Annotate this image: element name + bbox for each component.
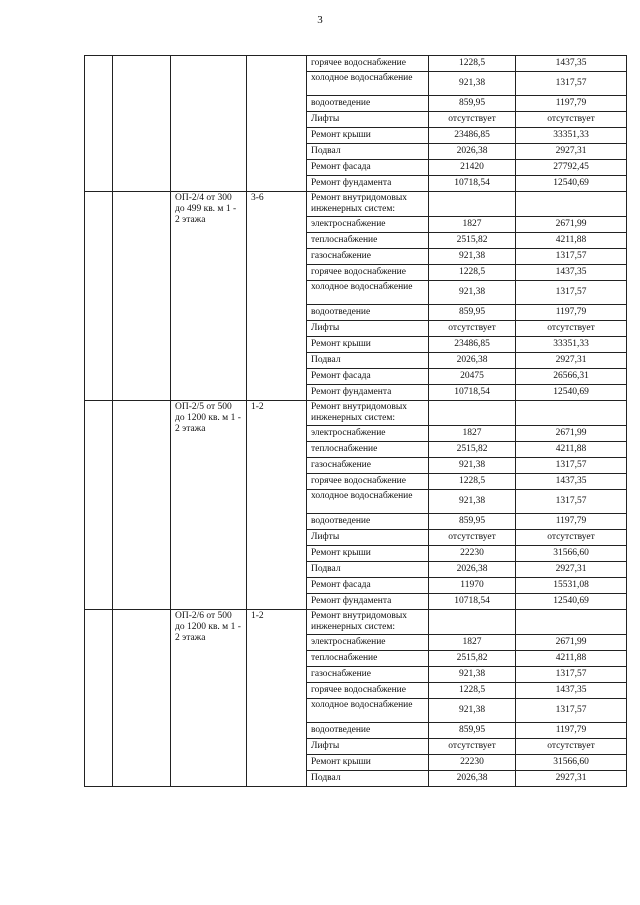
work-type-cell: Ремонт внутридомовых инженерных систем: [307,192,429,217]
cost-value-1: 2026,38 [429,562,516,578]
work-type-cell: теплоснабжение [307,651,429,667]
work-type-cell: Ремонт крыши [307,546,429,562]
work-type-cell: Подвал [307,353,429,369]
cost-value-2: 1317,57 [516,249,627,265]
work-type-cell: Ремонт фундамента [307,385,429,401]
floors-cell: 1-2 [247,610,307,787]
blank-cell-2 [113,56,171,192]
blank-cell-1 [85,56,113,192]
cost-value-1: 1228,5 [429,474,516,490]
cost-value-2: 2927,31 [516,353,627,369]
work-type-cell: холодное водоснабжение [307,699,429,723]
cost-value-2: 2927,31 [516,562,627,578]
cost-value-1: 10718,54 [429,176,516,192]
work-type-cell: Лифты [307,112,429,128]
work-type-cell: холодное водоснабжение [307,72,429,96]
cost-value-1: 1827 [429,426,516,442]
cost-value-2: 1317,57 [516,667,627,683]
cost-value-1: 20475 [429,369,516,385]
cost-value-2: 26566,31 [516,369,627,385]
cost-value-1: 2515,82 [429,442,516,458]
cost-value-2: 1197,79 [516,96,627,112]
object-code-cell: ОП-2/6 от 500 до 1200 кв. м 1 - 2 этажа [171,610,247,787]
cost-value-2: 12540,69 [516,385,627,401]
cost-value-2: 1317,57 [516,72,627,96]
work-type-cell: водоотведение [307,96,429,112]
work-type-cell: электроснабжение [307,217,429,233]
cost-value-2: 1317,57 [516,281,627,305]
cost-value-1: 1228,5 [429,683,516,699]
cost-value-1: 22230 [429,546,516,562]
work-type-cell: газоснабжение [307,249,429,265]
table-row [85,401,627,426]
table-row [85,192,627,217]
work-type-cell: Ремонт фасада [307,578,429,594]
cost-value-2: 1317,57 [516,490,627,514]
cost-value-2: 12540,69 [516,594,627,610]
work-type-cell: горячее водоснабжение [307,683,429,699]
cost-value-2: 2671,99 [516,635,627,651]
cost-value-2: отсутствует [516,112,627,128]
cost-value-2: 33351,33 [516,128,627,144]
cost-value-1: 921,38 [429,281,516,305]
work-type-cell: горячее водоснабжение [307,265,429,281]
cost-table [84,55,627,787]
cost-value-1: 1827 [429,635,516,651]
cost-value-2: 1197,79 [516,723,627,739]
cost-value-1: отсутствует [429,739,516,755]
cost-value-1: 921,38 [429,72,516,96]
work-type-cell: Ремонт фундамента [307,594,429,610]
cost-value-2: 27792,45 [516,160,627,176]
cost-value-2: 1437,35 [516,265,627,281]
floors-cell: 1-2 [247,401,307,610]
table-row [85,56,627,72]
cost-value-2 [516,610,627,635]
work-type-cell: водоотведение [307,723,429,739]
cost-value-1: 21420 [429,160,516,176]
cost-value-1: 859,95 [429,723,516,739]
work-type-cell: Ремонт внутридомовых инженерных систем: [307,610,429,635]
cost-value-1 [429,610,516,635]
cost-value-2 [516,401,627,426]
cost-value-2: 1197,79 [516,305,627,321]
blank-cell-2 [113,192,171,401]
cost-value-1: 2026,38 [429,353,516,369]
cost-value-2: 1437,35 [516,683,627,699]
cost-value-2: 1317,57 [516,458,627,474]
cost-value-2: 1197,79 [516,514,627,530]
work-type-cell: водоотведение [307,514,429,530]
work-type-cell: Ремонт внутридомовых инженерных систем: [307,401,429,426]
cost-value-1: 22230 [429,755,516,771]
cost-value-1: 23486,85 [429,128,516,144]
cost-value-2: 2927,31 [516,771,627,787]
blank-cell-1 [85,401,113,610]
work-type-cell: газоснабжение [307,667,429,683]
table-body [85,56,627,787]
cost-value-2: 2927,31 [516,144,627,160]
work-type-cell: Лифты [307,321,429,337]
cost-value-2 [516,192,627,217]
work-type-cell: Ремонт крыши [307,755,429,771]
cost-value-1: 1827 [429,217,516,233]
work-type-cell: Ремонт фасада [307,160,429,176]
cost-value-2: 4211,88 [516,651,627,667]
work-type-cell: электроснабжение [307,635,429,651]
object-code-cell: ОП-2/5 от 500 до 1200 кв. м 1 - 2 этажа [171,401,247,610]
cost-value-1: 23486,85 [429,337,516,353]
cost-value-2: 1437,35 [516,56,627,72]
cost-value-1: 921,38 [429,490,516,514]
cost-value-2: отсутствует [516,530,627,546]
table-row [85,610,627,635]
blank-cell-1 [85,192,113,401]
work-type-cell: газоснабжение [307,458,429,474]
cost-value-2: 4211,88 [516,233,627,249]
object-code-cell: ОП-2/4 от 300 до 499 кв. м 1 - 2 этажа [171,192,247,401]
cost-value-1: 921,38 [429,699,516,723]
work-type-cell: Лифты [307,530,429,546]
work-type-cell: Ремонт крыши [307,337,429,353]
cost-value-1: 921,38 [429,249,516,265]
work-type-cell: Ремонт крыши [307,128,429,144]
cost-value-2: отсутствует [516,739,627,755]
work-type-cell: водоотведение [307,305,429,321]
object-code-cell [171,56,247,192]
cost-value-2: 2671,99 [516,426,627,442]
cost-value-2: 12540,69 [516,176,627,192]
work-type-cell: Подвал [307,562,429,578]
floors-cell [247,56,307,192]
cost-value-1: отсутствует [429,112,516,128]
cost-value-1: 859,95 [429,514,516,530]
cost-value-2: 1437,35 [516,474,627,490]
work-type-cell: электроснабжение [307,426,429,442]
cost-value-1: 10718,54 [429,385,516,401]
cost-value-1: 2026,38 [429,144,516,160]
cost-value-1: 921,38 [429,458,516,474]
page-number: 3 [317,14,323,26]
work-type-cell: теплоснабжение [307,233,429,249]
cost-value-1 [429,192,516,217]
cost-value-1: 2026,38 [429,771,516,787]
cost-value-1: 11970 [429,578,516,594]
work-type-cell: холодное водоснабжение [307,490,429,514]
cost-value-1: 10718,54 [429,594,516,610]
cost-value-1: отсутствует [429,530,516,546]
work-type-cell: Подвал [307,144,429,160]
cost-value-1: отсутствует [429,321,516,337]
cost-value-1: 1228,5 [429,265,516,281]
cost-value-2: 1317,57 [516,699,627,723]
work-type-cell: холодное водоснабжение [307,281,429,305]
floors-cell: 3-6 [247,192,307,401]
cost-value-1: 859,95 [429,96,516,112]
work-type-cell: горячее водоснабжение [307,56,429,72]
cost-value-1: 921,38 [429,667,516,683]
work-type-cell: Лифты [307,739,429,755]
work-type-cell: Ремонт фундамента [307,176,429,192]
work-type-cell: горячее водоснабжение [307,474,429,490]
blank-cell-1 [85,610,113,787]
work-type-cell: Ремонт фасада [307,369,429,385]
cost-value-1: 2515,82 [429,651,516,667]
cost-value-1: 859,95 [429,305,516,321]
cost-value-1: 2515,82 [429,233,516,249]
cost-value-2: 31566,60 [516,755,627,771]
blank-cell-2 [113,610,171,787]
cost-value-2: отсутствует [516,321,627,337]
blank-cell-2 [113,401,171,610]
cost-value-1 [429,401,516,426]
cost-value-2: 4211,88 [516,442,627,458]
cost-value-2: 33351,33 [516,337,627,353]
cost-value-2: 15531,08 [516,578,627,594]
cost-value-1: 1228,5 [429,56,516,72]
work-type-cell: теплоснабжение [307,442,429,458]
cost-value-2: 31566,60 [516,546,627,562]
work-type-cell: Подвал [307,771,429,787]
cost-value-2: 2671,99 [516,217,627,233]
